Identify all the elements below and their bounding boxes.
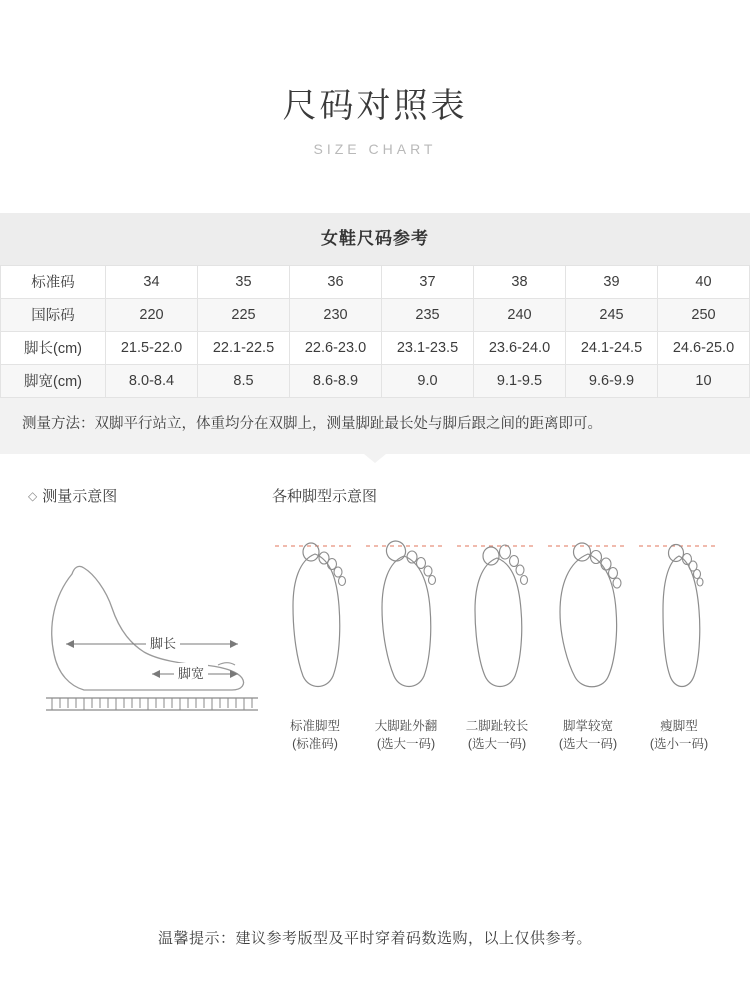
table-cell: 9.6-9.9 xyxy=(566,364,658,397)
table-cell: 9.1-9.5 xyxy=(474,364,566,397)
foot-type-name: 二脚趾较长 xyxy=(465,718,529,733)
table-cell: 24.6-25.0 xyxy=(658,331,750,364)
table-cell: 9.0 xyxy=(382,364,474,397)
foot-wide-icon xyxy=(548,530,628,706)
table-row xyxy=(1,331,750,364)
table-cell: 250 xyxy=(658,298,750,331)
table-cell: 10 xyxy=(658,364,750,397)
foot-type-item xyxy=(454,530,540,753)
table-cell: 240 xyxy=(474,298,566,331)
foot-long-second-toe-icon xyxy=(457,530,537,706)
measurement-diagram-title-text: 测量示意图 xyxy=(42,487,118,505)
size-table-block xyxy=(0,213,750,463)
foot-types-title: 各种脚型示意图 xyxy=(272,487,378,505)
page-header xyxy=(0,0,750,157)
row-label: 脚长(cm) xyxy=(1,331,106,364)
foot-bunion-icon xyxy=(366,530,446,706)
foot-type-advice: (标准码) xyxy=(292,736,338,751)
foot-type-caption xyxy=(636,717,722,753)
table-cell: 36 xyxy=(290,265,382,298)
foot-type-name: 大脚趾外翻 xyxy=(374,718,438,733)
table-cell: 225 xyxy=(198,298,290,331)
measurement-note: 测量方法：双脚平行站立，体重均分在双脚上，测量脚趾最长处与脚后跟之间的距离即可。 xyxy=(0,398,750,454)
table-cell: 39 xyxy=(566,265,658,298)
table-row xyxy=(1,298,750,331)
table-cell: 8.6-8.9 xyxy=(290,364,382,397)
foot-narrow-icon xyxy=(639,530,719,706)
foot-type-item xyxy=(272,530,358,753)
table-cell: 245 xyxy=(566,298,658,331)
foot-type-caption xyxy=(363,717,449,753)
foot-type-name: 脚掌较宽 xyxy=(562,718,613,733)
table-cell: 35 xyxy=(198,265,290,298)
foot-width-label: 脚宽 xyxy=(174,663,208,682)
diamond-icon: ◇ xyxy=(28,488,38,503)
measurement-diagram xyxy=(28,485,278,739)
foot-type-caption xyxy=(272,717,358,753)
table-cell: 8.5 xyxy=(198,364,290,397)
table-cell: 40 xyxy=(658,265,750,298)
diagram-section xyxy=(0,485,750,845)
foot-type-name: 瘦脚型 xyxy=(660,718,698,733)
table-cell: 34 xyxy=(106,265,198,298)
foot-type-advice: (选大一码) xyxy=(376,736,436,751)
foot-type-name: 标准脚型 xyxy=(289,718,340,733)
table-cell: 22.1-22.5 xyxy=(198,331,290,364)
foot-type-advice: (选大一码) xyxy=(467,736,527,751)
size-table xyxy=(0,265,750,398)
foot-type-caption xyxy=(545,717,631,753)
footer-tip: 温馨提示：建议参考版型及平时穿着码数选购，以上仅供参考。 xyxy=(157,930,592,947)
row-label: 国际码 xyxy=(1,298,106,331)
table-cell: 220 xyxy=(106,298,198,331)
row-label: 脚宽(cm) xyxy=(1,364,106,397)
table-cell: 235 xyxy=(382,298,474,331)
foot-types-row xyxy=(272,530,722,753)
foot-type-item xyxy=(363,530,449,753)
table-cell: 37 xyxy=(382,265,474,298)
table-cell: 230 xyxy=(290,298,382,331)
foot-type-item xyxy=(636,530,722,753)
foot-type-advice: (选小一码) xyxy=(649,736,709,751)
table-cell: 22.6-23.0 xyxy=(290,331,382,364)
foot-standard-icon xyxy=(275,530,355,706)
table-cell: 23.1-23.5 xyxy=(382,331,474,364)
page-subtitle: SIZE CHART xyxy=(313,140,437,157)
page-title: 尺码对照表 xyxy=(282,87,468,125)
table-row xyxy=(1,364,750,397)
table-cell: 23.6-24.0 xyxy=(474,331,566,364)
foot-type-caption xyxy=(454,717,540,753)
size-table-caption: 女鞋尺码参考 xyxy=(0,213,750,265)
foot-types-diagram xyxy=(272,485,732,753)
table-cell: 8.0-8.4 xyxy=(106,364,198,397)
measurement-diagram-title xyxy=(28,485,278,506)
table-cell: 38 xyxy=(474,265,566,298)
foot-type-item xyxy=(545,530,631,753)
table-cell: 21.5-22.0 xyxy=(106,331,198,364)
foot-type-advice: (选大一码) xyxy=(558,736,618,751)
table-cell: 24.1-24.5 xyxy=(566,331,658,364)
arrow-down-icon xyxy=(364,454,386,463)
foot-length-label: 脚长 xyxy=(146,633,180,652)
row-label: 标准码 xyxy=(1,265,106,298)
table-row xyxy=(1,265,750,298)
